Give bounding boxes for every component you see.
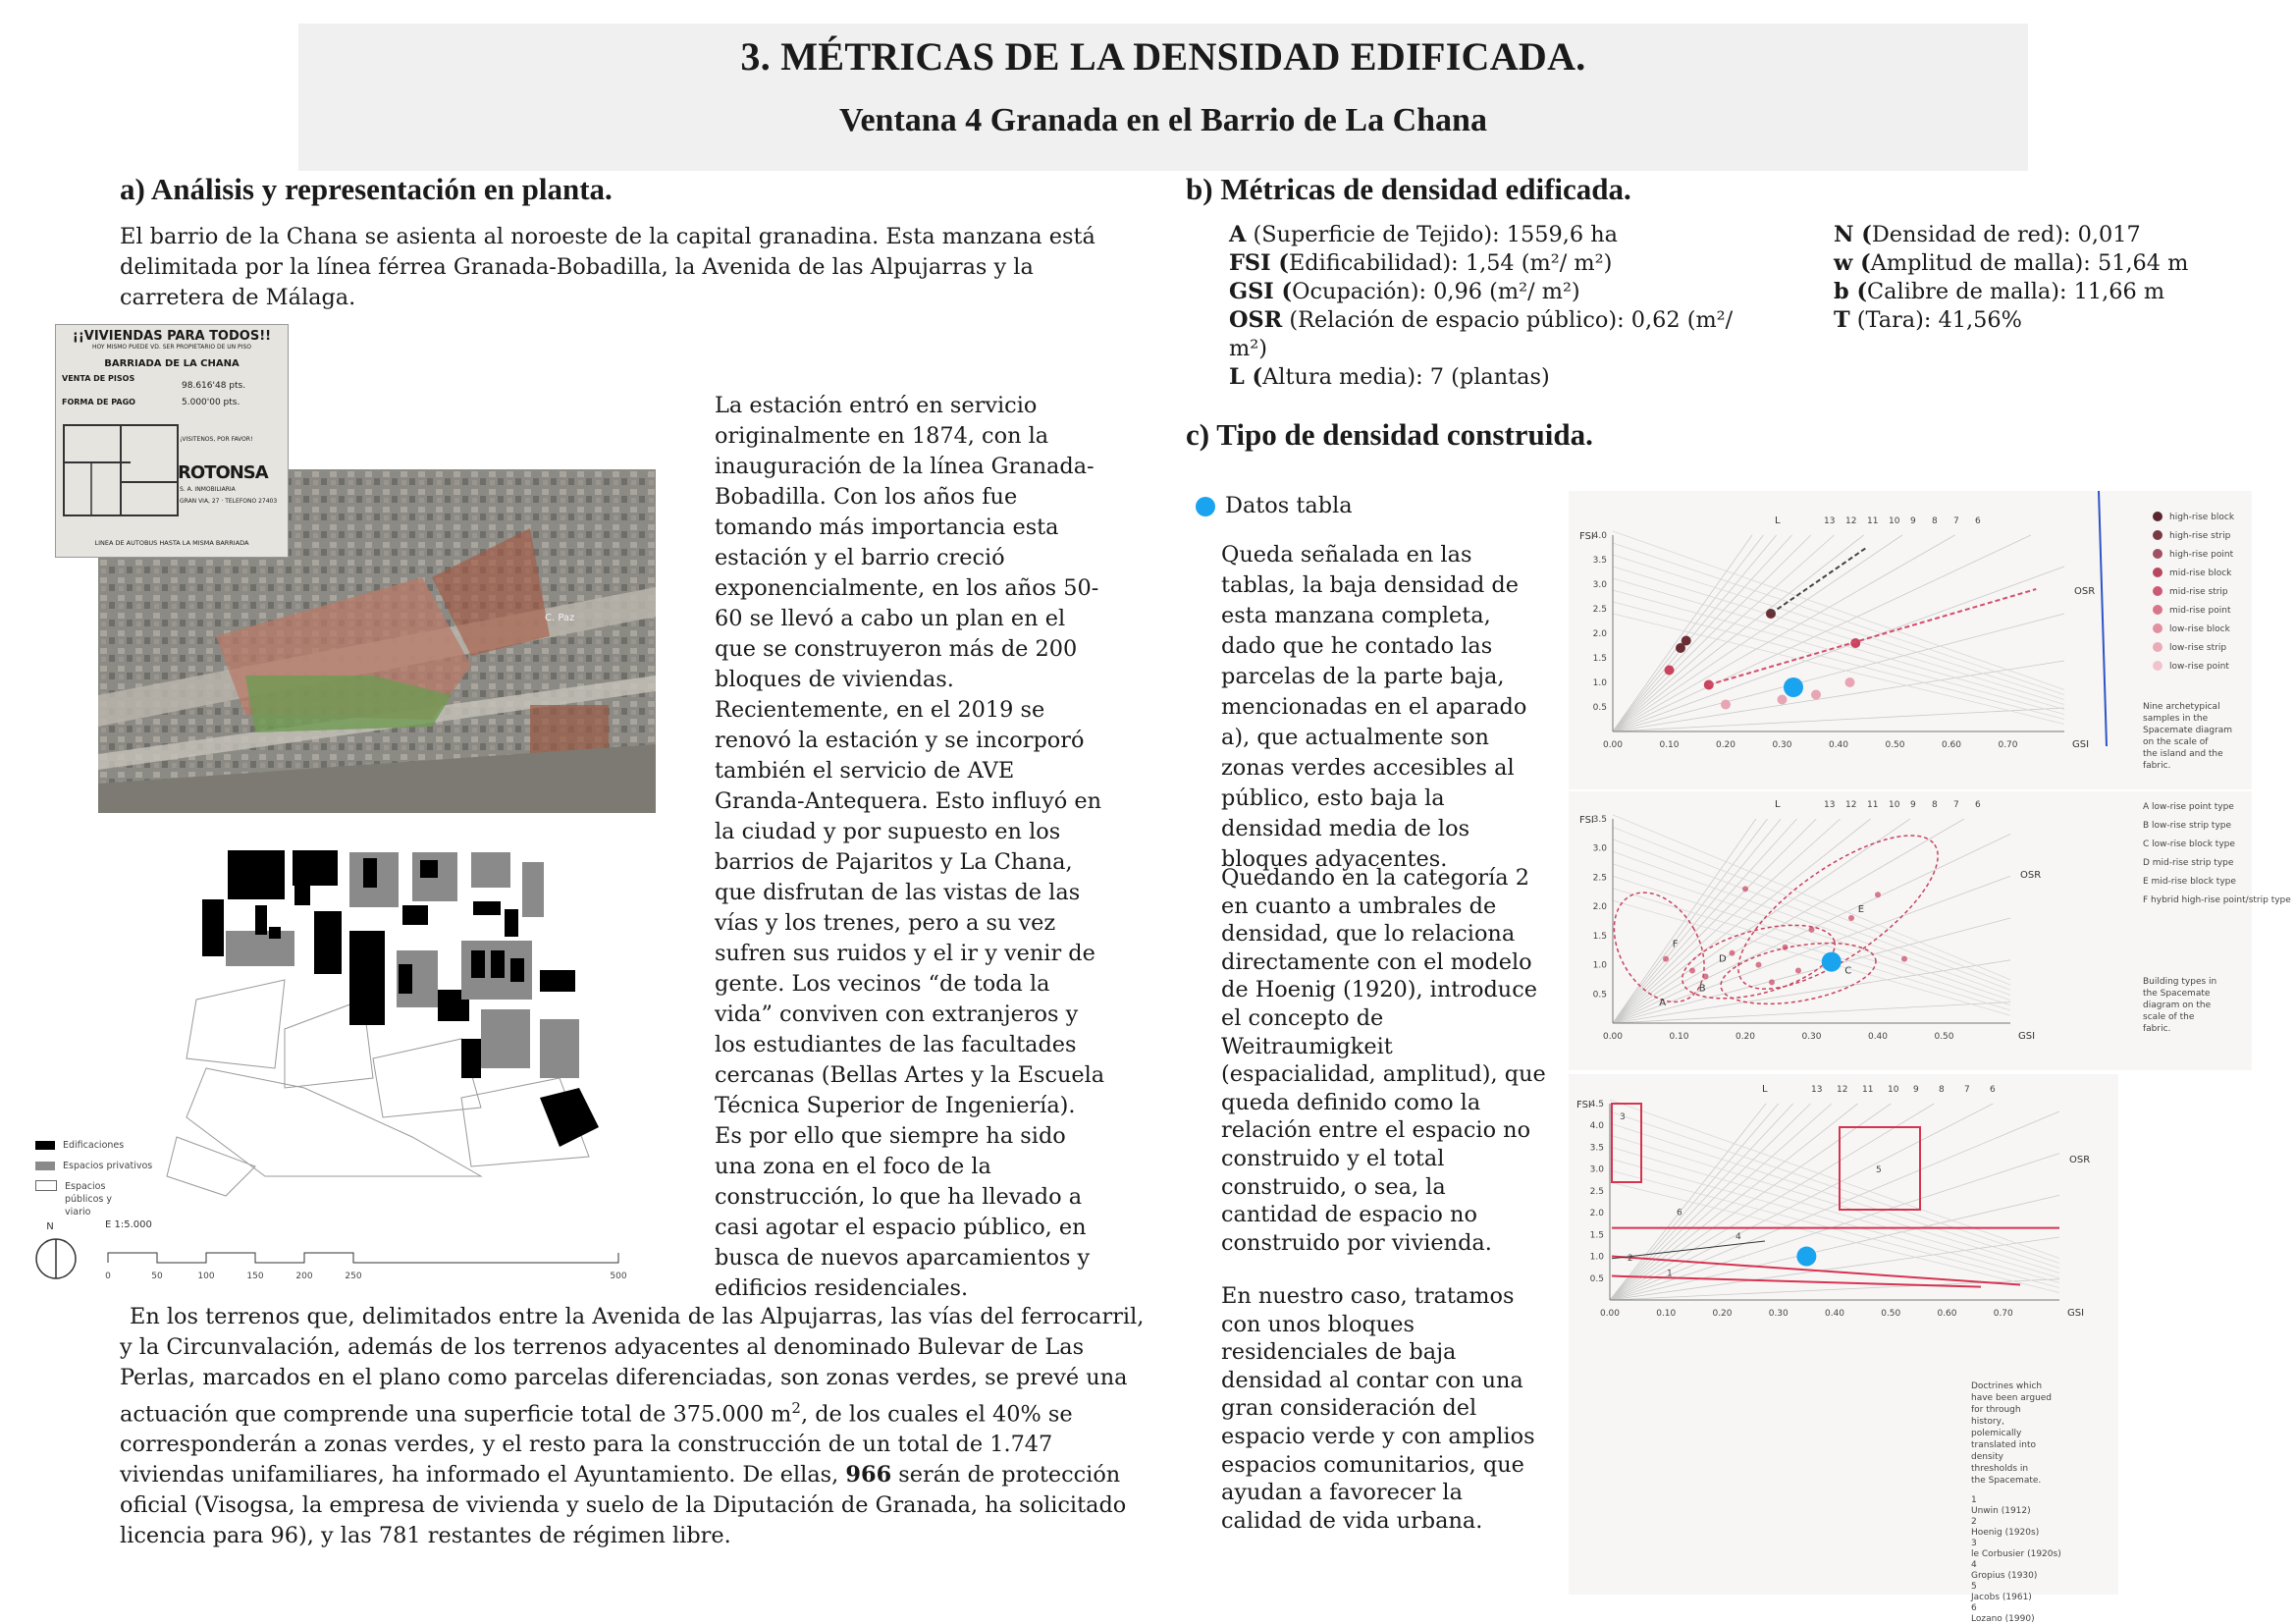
legend-label: mid-rise block: [2169, 568, 2232, 578]
l-ray: [1613, 708, 2064, 731]
sample-point: [1809, 927, 1815, 933]
osr-ray: [1610, 1159, 2059, 1283]
l-axis-title: L: [1775, 515, 1781, 526]
sample-point: [1875, 892, 1881, 897]
chart-2-caption-line: the Spacemate: [2143, 989, 2211, 999]
x-tick-label: 0.50: [1934, 1032, 1954, 1042]
legend-label: low-rise block: [2169, 624, 2230, 634]
l-ray: [1613, 819, 1816, 1023]
y-tick-label: 1.5: [1592, 654, 1607, 664]
y-tick-label: 0.5: [1592, 703, 1607, 713]
legend-item-edificaciones: [35, 1139, 152, 1152]
poster-line1: HOY MISMO PUEDE VD. SER PROPIETARIO DE UN PISO: [92, 344, 251, 351]
sample-point: [1783, 945, 1789, 950]
y-tick-label: 3.0: [1592, 580, 1607, 590]
chart-1-caption-line: fabric.: [2143, 761, 2171, 771]
l-tick-label: 8: [1932, 516, 1938, 526]
poster-price2: 5.000'00 pts.: [182, 398, 240, 407]
page-subtitle: Ventana 4 Granada en el Barrio de La Chana: [839, 102, 1487, 138]
type-letter: F: [1672, 939, 1679, 950]
x-tick-label: 0.50: [1885, 740, 1905, 750]
poster-footer: LINEA DE AUTOBUS HASTA LA MISMA BARRIADA: [94, 539, 249, 547]
metric-gsi: GSI (Ocupación): 0,96 (m²/ m²): [1229, 279, 1580, 304]
section-c-p3: En nuestro caso, tratamos con unos bloques residenciales de baja densidad al contar con una gran consideración del espacio verde y con amplios espacios comunitarios, que ayudan a favorecer la calidad de vida urbana.: [1221, 1283, 1535, 1534]
y-tick-label: 1.0: [1589, 1252, 1604, 1263]
sample-point: [1703, 973, 1709, 979]
section-c-heading: c) Tipo de densidad construida.: [1186, 417, 1593, 452]
x-tick-label: 0.00: [1602, 740, 1624, 750]
sample-point: [1795, 968, 1801, 974]
y-tick-label: 2.0: [1589, 1209, 1604, 1219]
l-tick-label: 12: [1845, 800, 1857, 810]
l-ray: [1613, 614, 2064, 731]
data-point: [1721, 700, 1731, 710]
poster-forma: FORMA DE PAGO: [62, 398, 135, 406]
x-tick-label: 0.20: [1712, 1309, 1733, 1319]
legend-label: B low-rise strip type: [2143, 821, 2232, 831]
l-ray: [1613, 535, 2031, 731]
l-tick-label: 8: [1939, 1085, 1945, 1095]
scale-tick: 150: [246, 1272, 264, 1281]
legend-label: D mid-rise strip type: [2143, 858, 2234, 868]
section-a-bottom-text: [120, 1302, 1160, 1551]
legend-swatch: [2153, 605, 2163, 615]
l-tick-label: 10: [1889, 516, 1900, 526]
metric-osr: OSR (Relación de espacio público): 0,62 (m²/ m²): [1229, 307, 1734, 361]
y-tick-label: 2.5: [1592, 873, 1607, 884]
metric-w: w (Amplitud de malla): 51,64 m: [1834, 250, 2189, 276]
l-ray: [1610, 1104, 1779, 1300]
osr-axis-title: OSR: [2020, 870, 2042, 881]
metrics-left: [1229, 221, 1749, 392]
poster-visitenos: ¡VISITENOS, POR FAVOR!: [180, 436, 253, 443]
l-ray: [1613, 819, 1964, 1023]
chart-3-caption-line: have been argued: [1971, 1393, 2053, 1403]
l-ray: [1613, 819, 1871, 1023]
datos-tabla-label: Datos tabla: [1225, 493, 1353, 518]
type-letter: B: [1698, 983, 1706, 995]
section-a-heading: a) Análisis y representación en planta.: [120, 172, 613, 206]
y-tick-label: 2.0: [1592, 902, 1607, 913]
scale-tick: 0: [105, 1272, 111, 1281]
x-tick-label: 0.30: [1801, 1032, 1822, 1042]
section-a-side-text: La estación entró en servicio originalmente en 1874, con la inauguración de la línea Granada-Bobadilla. Con los años fue tomando más importancia esta estación y el barrio creció exponencialmente, en los años 50-60 se llevó a cabo un plan en el que se construyeron más de 200 bloques de viviendas. Recientemente, en el 2019 se renovó la estación y se incorporó también el servicio de AVE Granda-Antequera. Esto influyó en la ciudad y por supuesto en los barrios de Pajaritos y La Chana, que disfrutan de las vistas de las vías y los trenes, pero a su vez sufren sus ruidos y el ir y venir de gente. Los vecinos “de toda la vida” conviven con extranjeros y los estudiantes de las facultades cercanas (Bellas Artes y la Escuela Técnica Superior de Ingeniería). Es por ello que siempre ha sido una zona en el foco de la construcción, lo que ha llevado a casi agotar el espacio público, en busca de nuevos aparcamientos y edificios residenciales.: [715, 393, 1105, 1301]
threshold-number: 1: [1667, 1269, 1673, 1279]
legend-label: C low-rise block type: [2143, 839, 2235, 849]
threshold-number: 2: [1628, 1254, 1633, 1264]
l-tick-label: 6: [1975, 516, 1981, 526]
y-tick-label: 1.5: [1592, 931, 1607, 942]
x-tick-label: 0.30: [1768, 1309, 1789, 1319]
scale-tick: 250: [345, 1272, 362, 1281]
chart-1-legend: [2143, 512, 2235, 771]
doctrine-label: 5: [1971, 1582, 1977, 1592]
l-ray: [1613, 535, 1752, 731]
chart-3-grid: [1610, 1100, 2059, 1300]
chart-1-caption-line: the island and the: [2143, 749, 2223, 759]
bottom-text-bold: 966: [845, 1462, 892, 1489]
x-axis-title: GSI: [2067, 1308, 2085, 1319]
chart-1-grid: [1613, 531, 2064, 731]
chart-3-caption-line: Doctrines which: [1971, 1381, 2043, 1391]
chart-2-grid: [1613, 815, 2010, 1023]
legend-swatch-grey: [35, 1162, 55, 1170]
l-tick-label: 9: [1913, 1085, 1919, 1095]
sample-point: [1730, 950, 1735, 956]
l-ray: [1613, 918, 2010, 1023]
datos-tabla-point: [1822, 952, 1842, 972]
y-tick-label: 3.5: [1592, 556, 1607, 566]
x-tick-label: 0.00: [1599, 1309, 1621, 1319]
threshold-line: [1612, 1257, 2020, 1285]
chart-1-axes: [1579, 515, 2095, 750]
osr-ray: [1613, 614, 2064, 725]
type-letter: C: [1844, 965, 1852, 977]
chart-3-caption-line: for through: [1971, 1405, 2021, 1415]
doctrine-label: 4: [1971, 1560, 1977, 1570]
poster-brand-sub: S. A. INMOBILIARIA: [180, 486, 236, 493]
y-tick-label: 4.5: [1589, 1100, 1604, 1110]
y-axis-title: FSI: [1579, 815, 1594, 826]
spacemate-chart-2: [1569, 791, 2291, 1070]
chart-1-svg: [1569, 491, 2252, 789]
osr-axis-title: OSR: [2069, 1155, 2091, 1165]
x-tick-label: 0.60: [1941, 740, 1962, 750]
osr-ray: [1610, 1135, 2059, 1273]
y-tick-label: 4.0: [1592, 531, 1607, 541]
metrics-right: [1834, 221, 2216, 335]
scale-bar: [108, 1253, 618, 1263]
chart-1-caption-line: samples in the: [2143, 714, 2209, 724]
legend-item-privativos: [35, 1160, 152, 1172]
legend-swatch: [2153, 586, 2163, 596]
l-tick-label: 7: [1953, 800, 1959, 810]
l-ray: [1613, 819, 1768, 1023]
sample-point: [1901, 956, 1907, 962]
l-tick-label: 13: [1811, 1085, 1823, 1095]
legend-label: A low-rise point type: [2143, 802, 2234, 812]
chart-1-caption-line: Spacemate diagram: [2143, 726, 2233, 735]
legend-label: low-rise strip: [2169, 643, 2227, 653]
sample-point: [1663, 956, 1669, 962]
legend-label: Edificaciones: [63, 1140, 125, 1151]
threshold-box-unwin: [1612, 1104, 1641, 1182]
figure-ground-map: [167, 842, 677, 1196]
page-title: 3. MÉTRICAS DE LA DENSIDAD EDIFICADA.: [740, 34, 1586, 79]
spacemate-chart-3: [1569, 1074, 2118, 1624]
l-tick-label: 7: [1964, 1085, 1970, 1095]
legend-label: mid-rise strip: [2169, 587, 2228, 597]
osr-ray: [1613, 602, 2064, 720]
legend-label: mid-rise point: [2169, 606, 2231, 616]
x-tick-label: 0.30: [1772, 740, 1792, 750]
poster-price1: 98.616'48 pts.: [182, 381, 246, 391]
legend-label: Espacios privativos: [63, 1161, 153, 1171]
metric-fsi: FSI (Edificabilidad): 1,54 (m²/ m²): [1229, 250, 1613, 276]
scale-tick: 200: [295, 1272, 313, 1281]
datos-tabla-legend: [1196, 491, 1353, 521]
chart-2-caption-line: Building types in: [2143, 977, 2217, 987]
osr-ray: [1613, 839, 2010, 990]
sample-point: [1742, 886, 1748, 892]
y-axis-title: FSI: [1576, 1100, 1591, 1110]
scale-tick: 100: [197, 1272, 215, 1281]
y-tick-label: 1.0: [1592, 678, 1607, 688]
chart-2-caption-line: fabric.: [2143, 1024, 2171, 1034]
legend-swatch: [2153, 623, 2163, 633]
osr-ray: [1613, 815, 2010, 980]
l-ray: [1613, 1002, 2010, 1023]
y-tick-label: 0.5: [1592, 990, 1607, 1001]
l-tick-label: 6: [1990, 1085, 1996, 1095]
x-tick-label: 0.10: [1659, 740, 1680, 750]
threshold-number: 6: [1677, 1208, 1682, 1218]
poster-title: BARRIADA DE LA CHANA: [104, 358, 240, 369]
chart-1-blue-line: [2099, 491, 2107, 746]
y-tick-label: 0.5: [1589, 1273, 1604, 1284]
section-b-heading: b) Métricas de densidad edificada.: [1186, 172, 1631, 206]
bottom-text-part3: serán de protección oficial (Visogsa, la empresa de vivienda y suelo de la Diputación de Granada, ha solicitado licencia para 96), y las 781 restantes de régimen libre.: [120, 1462, 1127, 1549]
sample-point: [1848, 915, 1854, 921]
data-point: [1778, 695, 1788, 705]
poster-headline: ¡¡VIVIENDAS PARA TODOS!!: [72, 329, 272, 344]
y-tick-label: 1.0: [1592, 960, 1607, 971]
legend-swatch: [2153, 512, 2163, 521]
legend-swatch: [2153, 568, 2163, 577]
l-axis-title: L: [1775, 799, 1781, 810]
doctrine-label: le Corbusier (1920s): [1971, 1549, 2061, 1559]
l-tick-label: 8: [1932, 800, 1938, 810]
x-tick-label: 0.10: [1656, 1309, 1677, 1319]
y-tick-label: 1.5: [1589, 1230, 1604, 1241]
north-label: N: [46, 1221, 54, 1232]
legend-swatch: [2153, 661, 2163, 671]
map-scale-north: [29, 1218, 628, 1286]
legend-label: low-rise point: [2169, 662, 2229, 672]
doctrine-label: Jacobs (1961): [1971, 1593, 2032, 1602]
y-tick-label: 2.5: [1592, 605, 1607, 615]
doctrine-label: Hoenig (1920s): [1971, 1528, 2040, 1538]
doctrine-label: 3: [1971, 1539, 1977, 1548]
x-tick-label: 0.10: [1669, 1032, 1689, 1042]
l-tick-label: 9: [1910, 516, 1916, 526]
l-tick-label: 12: [1837, 1085, 1848, 1095]
threshold-number: 4: [1735, 1231, 1741, 1242]
threshold-number: 5: [1876, 1165, 1882, 1175]
y-tick-label: 4.0: [1589, 1121, 1604, 1132]
legend-label: high-rise block: [2169, 513, 2235, 522]
x-tick-label: 0.20: [1715, 740, 1736, 750]
scale-tick: 500: [610, 1272, 627, 1281]
x-tick-label: 0.40: [1824, 1309, 1845, 1319]
l-tick-label: 13: [1824, 800, 1836, 810]
l-tick-label: 12: [1845, 516, 1857, 526]
x-tick-label: 0.40: [1828, 740, 1849, 750]
legend-label: E mid-rise block type: [2143, 877, 2236, 887]
y-axis-title: FSI: [1579, 531, 1594, 542]
legend-label: F hybrid high-rise point/strip type: [2143, 895, 2291, 905]
data-point: [1811, 690, 1821, 700]
datos-tabla-dot-icon: [1196, 497, 1215, 516]
osr-ray: [1613, 827, 2010, 985]
l-tick-label: 10: [1889, 800, 1900, 810]
x-tick-label: 0.00: [1602, 1032, 1624, 1042]
datos-tabla-point: [1784, 677, 1803, 697]
l-tick-label: 11: [1867, 516, 1879, 526]
l-tick-label: 10: [1888, 1085, 1899, 1095]
l-ray: [1610, 1104, 1934, 1300]
bottom-text-part2: , de los cuales el 40% se corresponderán a zonas verdes, y el resto para la construcción de un total de 1.747 viviendas unifamiliares, ha informado el Ayuntamiento. De ellas,: [120, 1401, 1073, 1489]
legend-label: high-rise strip: [2169, 531, 2231, 541]
legend-label: high-rise point: [2169, 550, 2234, 560]
map-legend: [35, 1139, 152, 1218]
poster-address: GRAN VIA, 27 · TELEFONO 27403: [180, 498, 278, 505]
bottom-text-part1: En los terrenos que, delimitados entre la Avenida de las Alpujarras, las vías del ferrocarril, y la Circunvalación, además de los terrenos adyacentes al denominado Bulevar de Las Perlas, marcados en el plano como parcelas diferenciadas, son zonas verdes, se prevé una actuación que comprende una superficie total de 375.000 m: [120, 1304, 1145, 1428]
sample-point: [1756, 962, 1762, 968]
chart-3-caption: [1970, 1381, 2061, 1624]
osr-ray: [1610, 1170, 2059, 1288]
metric-a: A (Superficie de Tejido): 1559,6 ha: [1229, 222, 1618, 247]
l-ray: [1613, 535, 1763, 731]
datos-tabla-point: [1796, 1247, 1816, 1267]
x-tick-label: 0.40: [1867, 1032, 1889, 1042]
x-tick-label: 0.50: [1881, 1309, 1901, 1319]
type-letter: D: [1719, 953, 1727, 965]
y-tick-label: 3.5: [1592, 815, 1607, 825]
threshold-line: [1612, 1241, 1765, 1259]
metric-b: b (Calibre de malla): 11,66 m: [1834, 279, 2165, 304]
chart-2-caption-line: scale of the: [2143, 1012, 2195, 1022]
section-c-p3-clip: [1221, 1282, 1549, 1534]
chart-3-caption-line: history,: [1971, 1417, 2004, 1427]
sample-point: [1689, 968, 1695, 974]
chart-2-marks: [1822, 952, 1842, 972]
threshold-number: 3: [1620, 1112, 1626, 1122]
poster-floorplan: [62, 423, 180, 517]
legend-swatch: [2153, 549, 2163, 559]
doctrine-label: Gropius (1930): [1971, 1571, 2038, 1581]
legend-swatch-black: [35, 1141, 55, 1150]
l-tick-label: 9: [1910, 800, 1916, 810]
chart-2-svg: [1569, 791, 2291, 1070]
l-axis-title: L: [1762, 1084, 1768, 1095]
section-c-p1: Queda señalada en las tablas, la baja densidad de esta manzana completa, dado que he contado las parcelas de la parte baja, mencionadas en el aparado a), que actualmente son zonas verdes accesibles al público, esto baja la densidad media de los bloques adyacentes.: [1221, 542, 1527, 872]
section-c-p2: Quedando en la categoría 2 en cuanto a umbrales de densidad, que lo relaciona directamente con el modelo de Hoenig (1920), introduce el concepto de Weitraumigkeit (espacialidad, amplitud), que queda definido como la relación entre el espacio no construido y el total construido, o sea, la cantidad de espacio no construido por vivienda.: [1221, 865, 1546, 1256]
poster-brand: ROTONSA: [178, 462, 268, 483]
chart-3-caption-line: the Spacemate.: [1971, 1476, 2042, 1486]
chart-3-caption-line: thresholds in: [1971, 1464, 2029, 1474]
y-tick-label: 3.0: [1589, 1164, 1604, 1175]
scale-tick: 50: [151, 1272, 163, 1281]
chart-1-caption-line: Nine archetypical: [2143, 702, 2220, 712]
l-tick-label: 11: [1867, 800, 1879, 810]
l-ray: [1610, 1104, 1891, 1300]
chart-3-caption-line: translated into: [1971, 1440, 2037, 1450]
osr-ray: [1610, 1182, 2059, 1293]
metric-l: L (Altura media): 7 (plantas): [1229, 364, 1550, 390]
legend-label: Espacios públicos y viario: [65, 1181, 112, 1218]
chart-2-legend: [2143, 802, 2291, 1034]
l-ray: [1613, 535, 1792, 731]
l-ray: [1613, 535, 1864, 731]
chart-3-doctrine-thresholds: [1612, 1104, 2059, 1287]
chart-3-svg: [1569, 1074, 2118, 1624]
scale-title: E 1:5.000: [105, 1219, 152, 1230]
chart-3-caption-line: density: [1971, 1452, 2003, 1462]
type-letter: A: [1659, 998, 1667, 1009]
bottom-text-sup: 2: [791, 1399, 801, 1417]
spacemate-chart-1: [1569, 491, 2252, 789]
doctrine-label: 6: [1971, 1603, 1977, 1613]
y-tick-label: 2.0: [1592, 629, 1607, 639]
doctrine-label: Lozano (1990): [1971, 1614, 2035, 1624]
poster-venta: VENTA DE PISOS: [62, 374, 135, 383]
legend-swatch: [2153, 642, 2163, 652]
section-a-intro: El barrio de la Chana se asienta al noroeste de la capital granadina. Esta manzana está delimitada por la línea férrea Granada-Bobadilla, la Avenida de las Alpujarras y la carretera de Málaga.: [120, 224, 1095, 310]
chart-3-caption-line: polemically: [1971, 1429, 2022, 1438]
metric-t: T (Tara): 41,56%: [1834, 307, 2022, 333]
metric-n: N (Densidad de red): 0,017: [1834, 222, 2141, 247]
x-tick-label: 0.70: [1998, 740, 2018, 750]
sample-point: [1769, 979, 1775, 985]
chart-2-axes: [1579, 799, 2041, 1042]
x-tick-label: 0.70: [1993, 1309, 2013, 1319]
x-axis-title: GSI: [2018, 1031, 2036, 1042]
legend-swatch-white: [35, 1180, 57, 1191]
chart-1-caption-line: on the scale of: [2143, 737, 2209, 747]
chart-2-caption-line: diagram on the: [2143, 1001, 2212, 1010]
type-letter: E: [1857, 904, 1865, 916]
data-point: [1665, 666, 1675, 676]
doctrine-label: 2: [1971, 1517, 1977, 1527]
y-tick-label: 3.0: [1592, 843, 1607, 854]
legend-swatch: [2153, 530, 2163, 540]
l-ray: [1610, 1104, 1766, 1300]
osr-axis-title: OSR: [2074, 586, 2096, 597]
doctrine-label: 1: [1971, 1495, 1977, 1505]
photo-street-label: C. Paz: [545, 613, 575, 623]
l-tick-label: 6: [1975, 800, 1981, 810]
x-tick-label: 0.20: [1735, 1032, 1756, 1042]
map-drawing: [167, 842, 677, 1196]
y-tick-label: 3.5: [1589, 1143, 1604, 1154]
vintage-poster: [55, 324, 289, 558]
data-point: [1845, 677, 1855, 687]
osr-ray: [1613, 555, 2064, 700]
legend-item-publicos: [35, 1180, 152, 1218]
l-tick-label: 11: [1862, 1085, 1874, 1095]
data-point: [1682, 636, 1691, 646]
l-tick-label: 13: [1824, 516, 1836, 526]
l-tick-label: 7: [1953, 516, 1959, 526]
x-axis-title: GSI: [2072, 739, 2090, 750]
x-tick-label: 0.60: [1937, 1309, 1957, 1319]
doctrine-label: Unwin (1912): [1971, 1506, 2031, 1516]
chart-3-marks: [1796, 1247, 1816, 1267]
y-tick-label: 2.5: [1589, 1186, 1604, 1197]
